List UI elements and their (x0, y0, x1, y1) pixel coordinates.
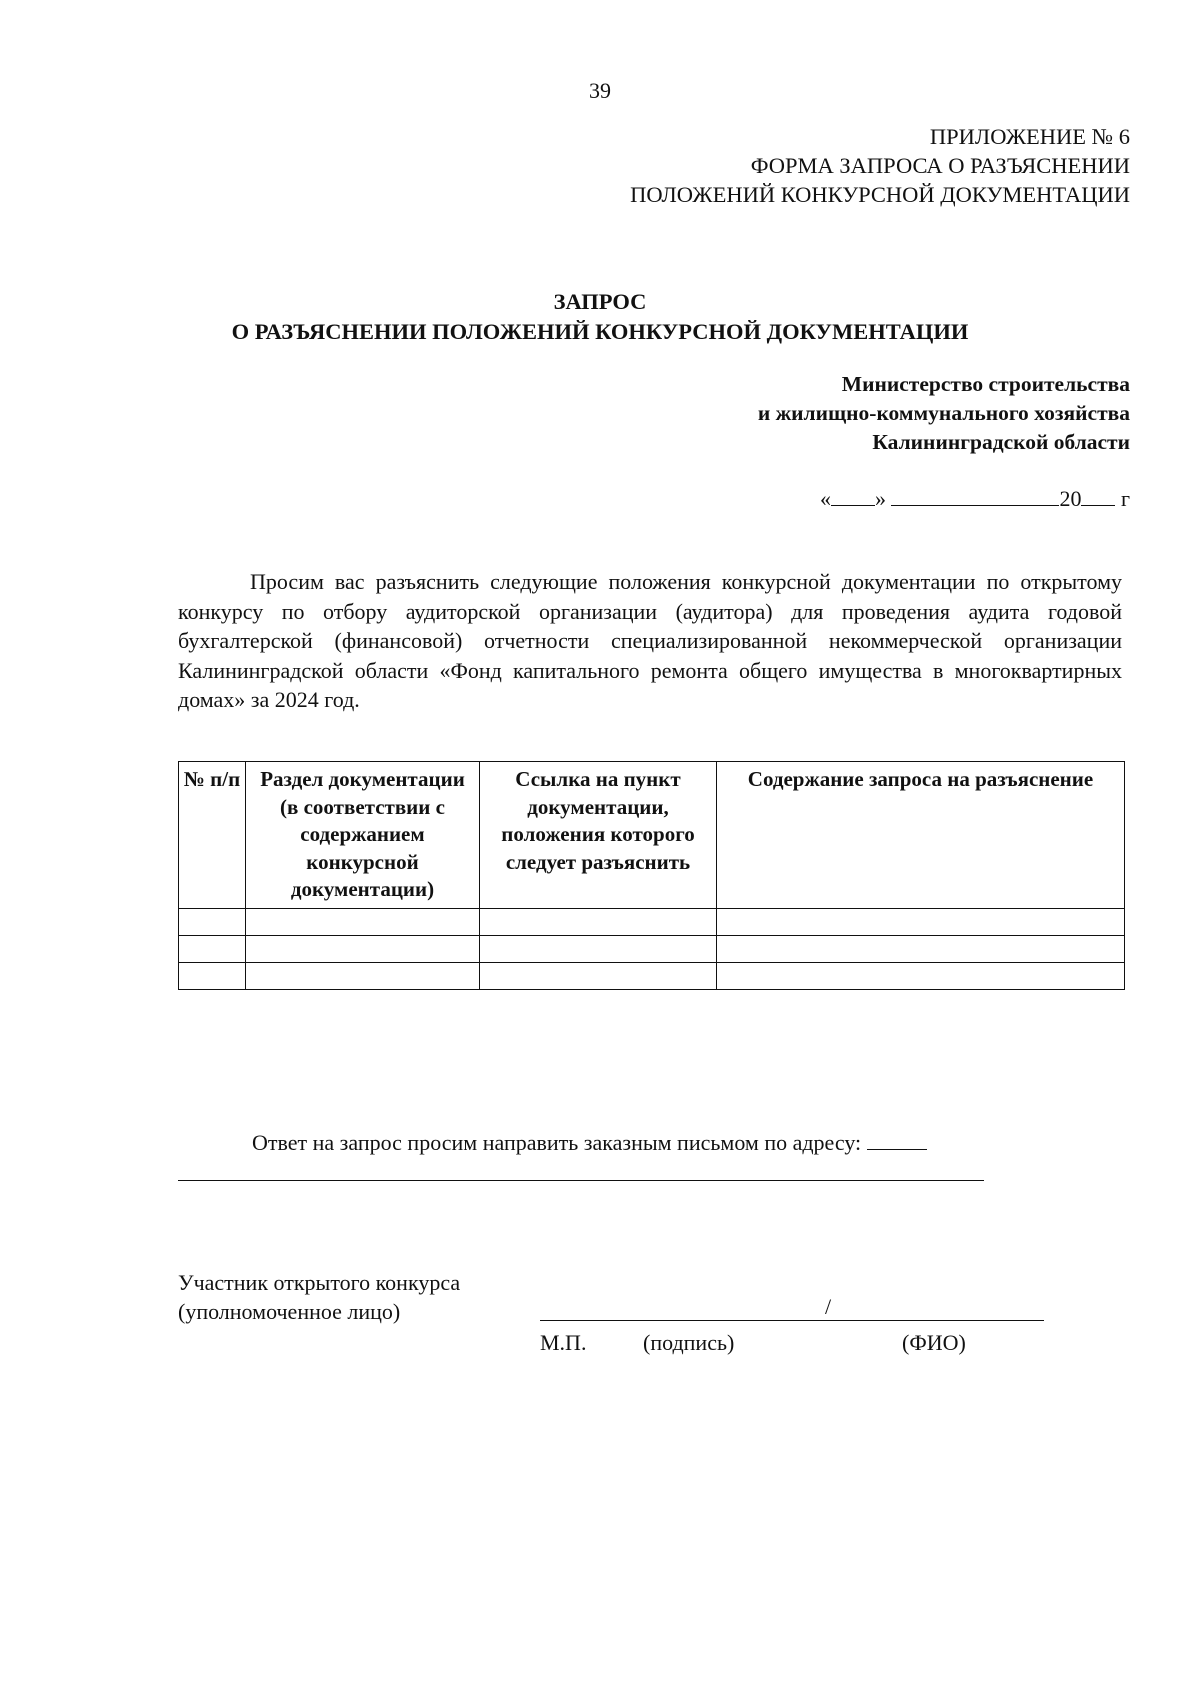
table-row (179, 935, 1125, 962)
title-line-1: ЗАПРОС (553, 289, 647, 314)
month-blank[interactable] (891, 483, 1059, 506)
year-suffix: г (1120, 486, 1130, 511)
header-reference: Ссылка на пункт документации, положения которого следует разъяснить (480, 762, 717, 909)
table-cell[interactable] (179, 935, 246, 962)
date-open-quote: « (819, 486, 831, 511)
request-table (178, 761, 1125, 990)
participant-line-1: Участник открытого конкурса (178, 1270, 461, 1295)
table-cell[interactable] (246, 962, 480, 989)
document-title (0, 287, 1200, 347)
addressee-line-1: Министерство строительства (841, 372, 1130, 396)
date-close-quote: » (874, 486, 886, 511)
participant-line-2: (уполномоченное лицо) (178, 1299, 401, 1324)
address-blank-inline[interactable] (867, 1127, 927, 1150)
signature-caption: (подпись) (643, 1330, 735, 1355)
table-cell[interactable] (246, 908, 480, 935)
title-line-2: О РАЗЪЯСНЕНИИ ПОЛОЖЕНИЙ КОНКУРСНОЙ ДОКУМЕНТАЦИИ (231, 319, 969, 344)
addressee (758, 370, 1130, 457)
appendix-header (630, 122, 1130, 209)
table-cell[interactable] (480, 962, 717, 989)
table-cell[interactable] (717, 962, 1125, 989)
appendix-line-3: ПОЛОЖЕНИЙ КОНКУРСНОЙ ДОКУМЕНТАЦИИ (630, 182, 1130, 207)
participant-label (178, 1268, 460, 1326)
table-cell[interactable] (480, 935, 717, 962)
appendix-line-2: ФОРМА ЗАПРОСА О РАЗЪЯСНЕНИИ (750, 153, 1130, 178)
table-cell[interactable] (480, 908, 717, 935)
stamp-caption: М.П. (540, 1330, 587, 1355)
table-cell[interactable] (179, 908, 246, 935)
request-body-text: Просим вас разъяснить следующие положения конкурсной документации по открытому конкурсу по отбору аудиторской организации (аудитора) для проведения аудита годовой бухгалтерской (финансовой) отчетности специализированной некоммерческой организации Калининградской области «Фонд капитального ремонта общего имущества в многоквартирных домах» за 2024 год. (178, 569, 1122, 712)
day-blank[interactable] (831, 483, 875, 506)
date-line (820, 483, 1130, 512)
addressee-line-3: Калининградской области (872, 430, 1130, 454)
appendix-line-1: ПРИЛОЖЕНИЕ № 6 (929, 124, 1130, 149)
header-section: Раздел документации (в соответствии с содержанием конкурсной документации) (246, 762, 480, 909)
signature-separator: / (825, 1294, 832, 1319)
table-cell[interactable] (717, 908, 1125, 935)
request-body (178, 567, 1122, 715)
page-number: 39 (589, 78, 611, 103)
year-blank[interactable] (1081, 483, 1115, 506)
answer-request-text: Ответ на запрос просим направить заказным письмом по адресу: (252, 1130, 862, 1155)
header-content: Содержание запроса на разъяснение (717, 762, 1125, 909)
addressee-line-2: и жилищно-коммунального хозяйства (757, 401, 1130, 425)
table-cell[interactable] (717, 935, 1125, 962)
full-name-caption: (ФИО) (902, 1330, 966, 1355)
signature-line[interactable] (540, 1320, 1044, 1321)
table-cell[interactable] (246, 935, 480, 962)
table-row (179, 962, 1125, 989)
table-header-row (179, 762, 1125, 909)
header-number: № п/п (179, 762, 246, 909)
table-cell[interactable] (179, 962, 246, 989)
answer-request (252, 1127, 927, 1156)
table-row (179, 908, 1125, 935)
address-blank-line[interactable] (178, 1180, 984, 1181)
year-prefix: 20 (1059, 486, 1082, 511)
